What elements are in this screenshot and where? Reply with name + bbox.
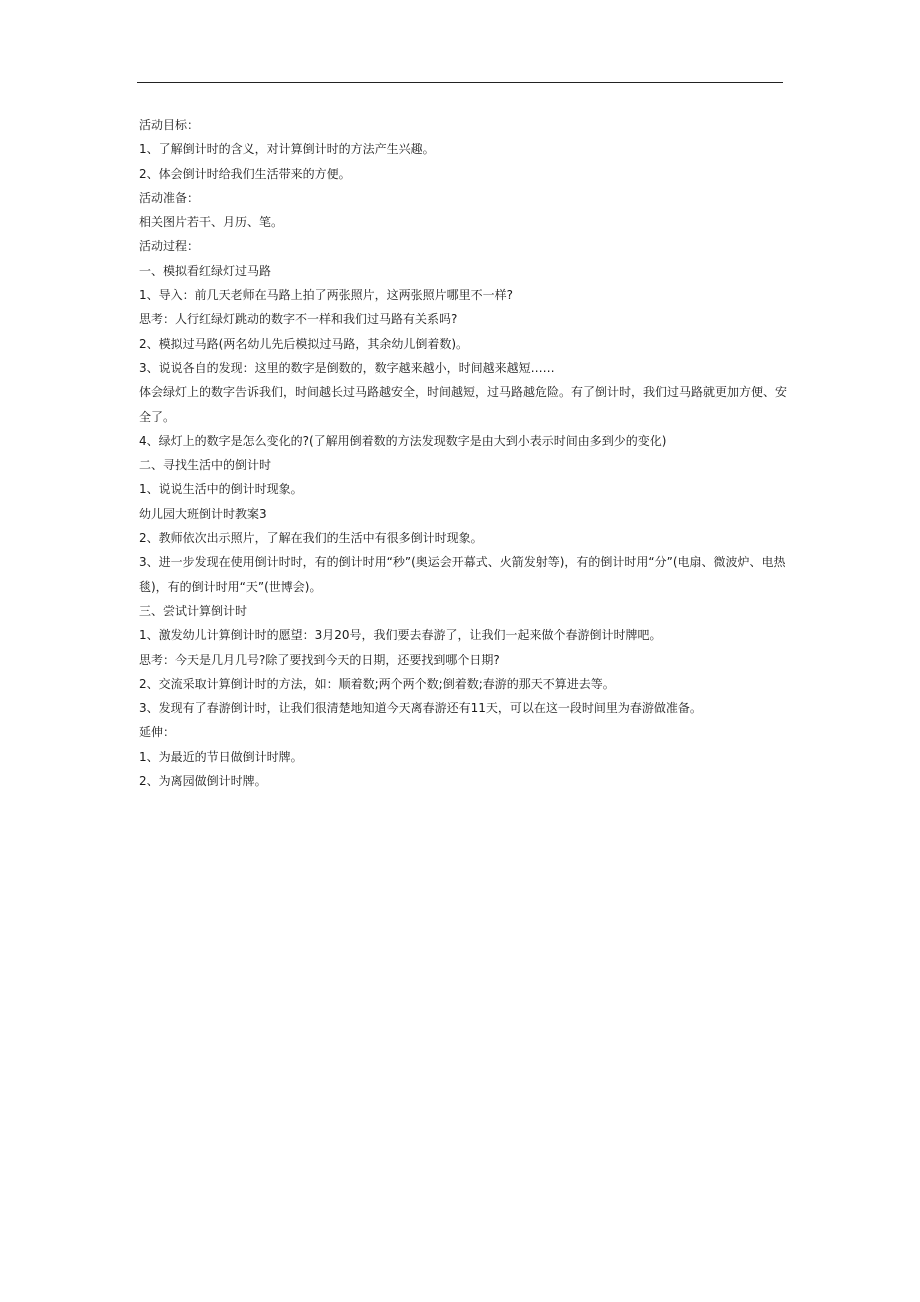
extension-item-2: 2、为离园做倒计时牌。 (139, 774, 267, 789)
paragraph: 思考：今天是几月几号?除了要找到今天的日期，还要找到哪个日期? (139, 652, 500, 667)
paragraph: 3、说说各自的发现：这里的数字是倒数的，数字越来越小，时间越来越短…… (139, 360, 555, 375)
goal-item-2: 2、体会倒计时给我们生活带来的方便。 (139, 166, 351, 181)
paragraph: 思考：人行红绿灯跳动的数字不一样和我们过马路有关系吗? (139, 312, 458, 327)
preparation-text: 相关图片若干、月历、笔。 (139, 215, 284, 230)
paragraph: 2、教师依次出示照片，了解在我们的生活中有很多倒计时现象。 (139, 531, 483, 546)
document-title-line: 幼儿园大班倒计时教案3 (139, 506, 267, 521)
paragraph: 2、模拟过马路(两名幼儿先后模拟过马路，其余幼儿倒着数)。 (139, 336, 469, 351)
subsection-heading-3: 三、尝试计算倒计时 (139, 603, 248, 618)
paragraph: 2、交流采取计算倒计时的方法，如：顺着数;两个两个数;倒着数;春游的那天不算进去等。 (139, 676, 615, 691)
section-heading-goals: 活动目标： (139, 118, 200, 132)
paragraph: 1、导入：前几天老师在马路上拍了两张照片，这两张照片哪里不一样? (139, 288, 514, 303)
goal-item-1: 1、了解倒计时的含义，对计算倒计时的方法产生兴趣。 (139, 142, 435, 157)
section-heading-process: 活动过程： (139, 239, 200, 254)
extension-item-1: 1、为最近的节日做倒计时牌。 (139, 749, 303, 764)
subsection-heading-2: 二、寻找生活中的倒计时 (139, 458, 272, 473)
section-heading-extension: 延伸： (139, 725, 176, 740)
paragraph: 3、发现有了春游倒计时，让我们很清楚地知道今天离春游还有11天，可以在这一段时间里为春游做准备。 (139, 701, 702, 716)
paragraph: 体会绿灯上的数字告诉我们，时间越长过马路越安全，时间越短，过马路越危险。有了倒计时，我们过马路就更加方便、安全了。 (139, 385, 788, 424)
subsection-heading-1: 一、模拟看红绿灯过马路 (139, 263, 272, 278)
paragraph: 1、激发幼儿计算倒计时的愿望：3月20号，我们要去春游了，让我们一起来做个春游倒计时牌吧。 (139, 628, 662, 643)
section-heading-preparation: 活动准备： (139, 190, 200, 205)
document-body (139, 113, 787, 793)
paragraph: 4、绿灯上的数字是怎么变化的?(了解用倒着数的方法发现数字是由大到小表示时间由多到少的变化) (139, 433, 667, 448)
header-rule (137, 82, 783, 83)
paragraph: 3、进一步发现在使用倒计时时，有的倒计时用“秒”(奥运会开幕式、火箭发射等)，有的倒计时用“分”(电扇、微波炉、电热毯)，有的倒计时用“天”(世博会)。 (139, 555, 786, 594)
paragraph: 1、说说生活中的倒计时现象。 (139, 482, 303, 497)
